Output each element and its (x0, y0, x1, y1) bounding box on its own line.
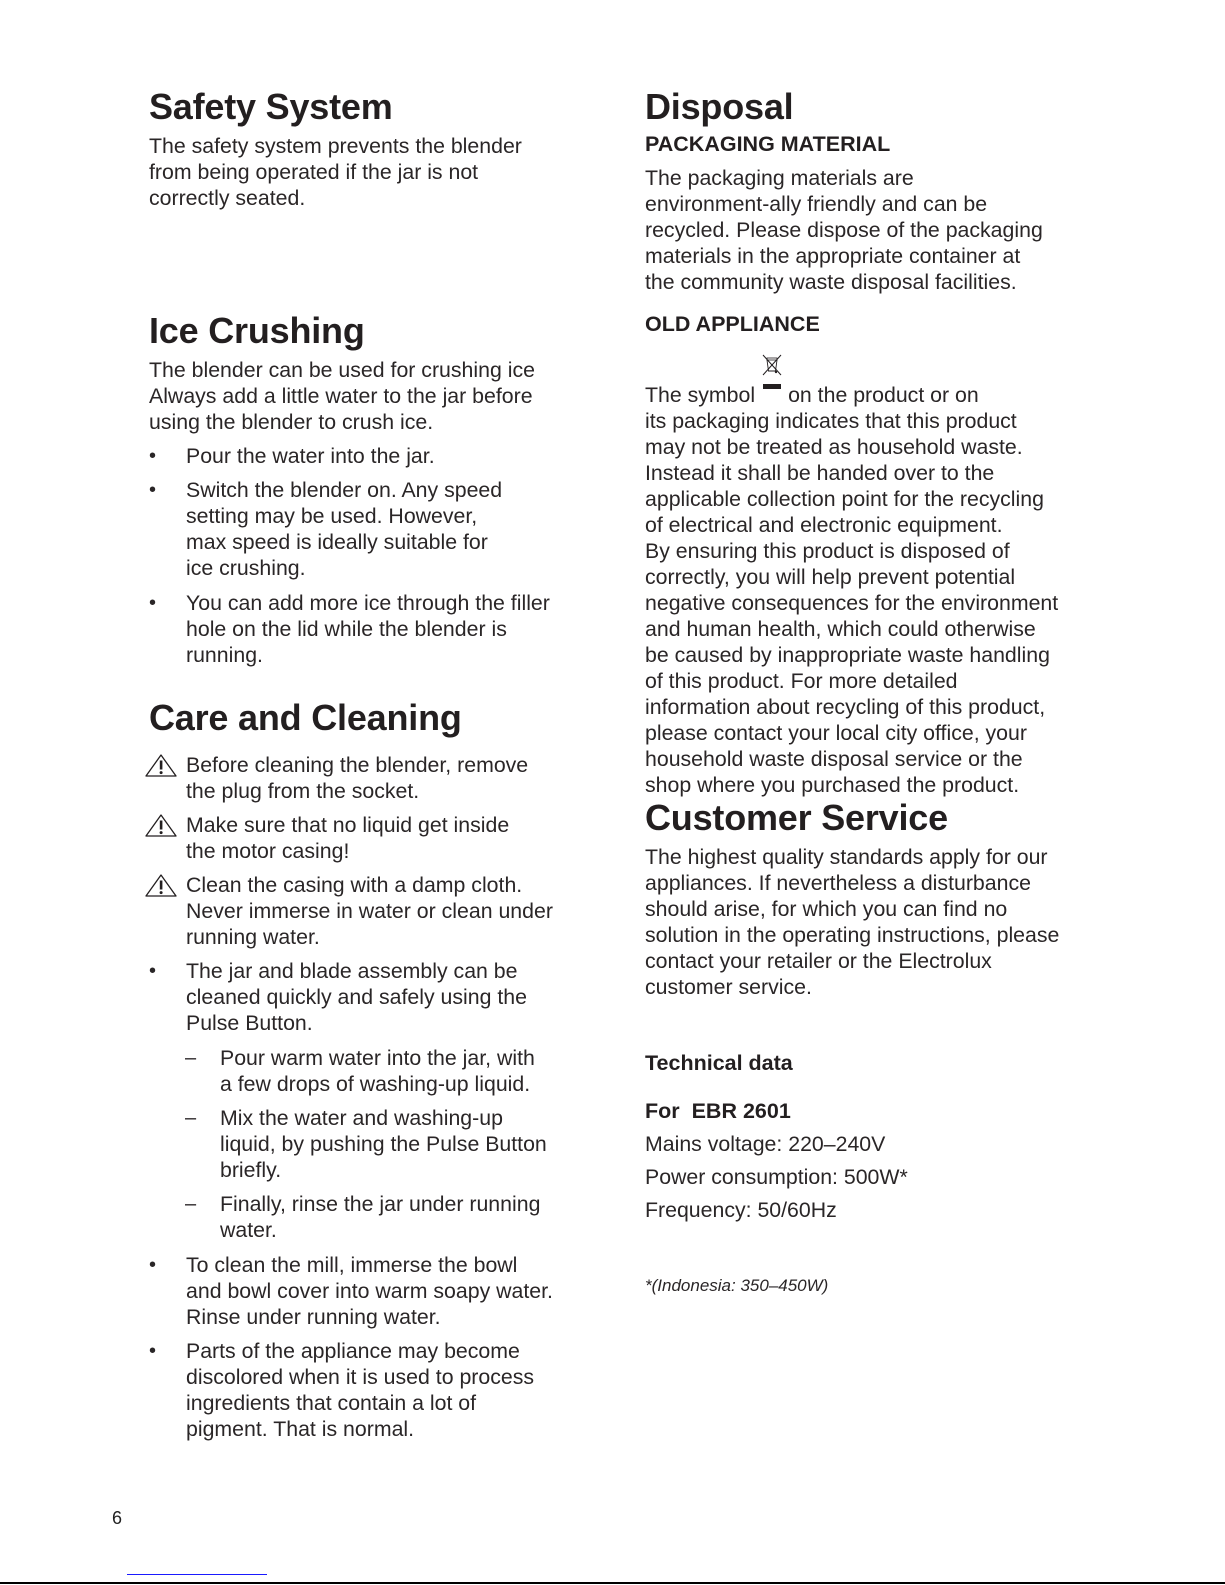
dash-icon: – (185, 1047, 197, 1069)
dash-icon: – (185, 1193, 197, 1215)
bullet-icon: • (149, 1254, 157, 1276)
model-heading: For EBR 2601 (645, 1099, 791, 1123)
link-underline (127, 1574, 267, 1575)
disposal-title: Disposal (645, 86, 794, 127)
ice-crushing-intro: The blender can be used for crushing ice Always add a little water to the jar before using the blender to crush ice. (149, 358, 535, 434)
weee-crossed-bin-icon (761, 354, 783, 394)
bullet-icon: • (149, 1340, 157, 1362)
customer-service-title: Customer Service (645, 797, 948, 838)
bullet-icon: • (149, 592, 157, 614)
technical-specs (645, 1128, 908, 1227)
spec-voltage: Mains voltage: 220–240V (645, 1132, 886, 1156)
symbol-line: The symbol on the product or on (645, 366, 1058, 408)
spec-power: Power consumption: 500W* (645, 1165, 908, 1189)
packaging-material-heading: PACKAGING MATERIAL (645, 132, 891, 156)
power-footnote: *(Indonesia: 350–450W) (645, 1276, 829, 1295)
warning-triangle-icon (144, 813, 178, 837)
page-bottom-border (0, 1582, 1225, 1584)
bullet-icon: • (149, 479, 157, 501)
dash-icon: – (185, 1107, 197, 1129)
old-appliance-heading: OLD APPLIANCE (645, 312, 820, 336)
page-number: 6 (112, 1508, 123, 1528)
safety-system-title: Safety System (149, 86, 393, 127)
bullet-icon: • (149, 445, 157, 467)
technical-data-heading: Technical data (645, 1051, 793, 1075)
care-cleaning-title: Care and Cleaning (149, 697, 462, 738)
warning-triangle-icon (144, 873, 178, 897)
ice-crushing-title: Ice Crushing (149, 310, 365, 351)
bullet-icon: • (149, 960, 157, 982)
customer-service-text: The highest quality standards apply for our appliances. If nevertheless a disturbance should arise, for which you can find no solution in the operating instructions, please contact your retailer or the Electrolux customer service. (645, 845, 1060, 999)
old-appliance-text: The symbol on the product or on its packaging indicates that this product may not be treated as household waste. Instead it shall be handed over to the applicable collection point for the recycling of electrical and electronic equipment. By ensuring this product is disposed of correctly, you will help prevent potential negative consequences for the environment and human health, which could otherwise be caused by inappropriate waste handling of this product. For more detailed information about recycling of this product, please contact your local city office, your household waste disposal service or the shop where you purchased the product. (645, 366, 1058, 798)
safety-system-text: The safety system prevents the blender from being operated if the jar is not correctly seated. (149, 134, 522, 210)
packaging-text: The packaging materials are environment-ally friendly and can be recycled. Please dispose of the packaging materials in the appropriate container at the community waste disposal facilities. (645, 166, 1043, 294)
spec-frequency: Frequency: 50/60Hz (645, 1198, 837, 1222)
warning-triangle-icon (144, 753, 178, 777)
